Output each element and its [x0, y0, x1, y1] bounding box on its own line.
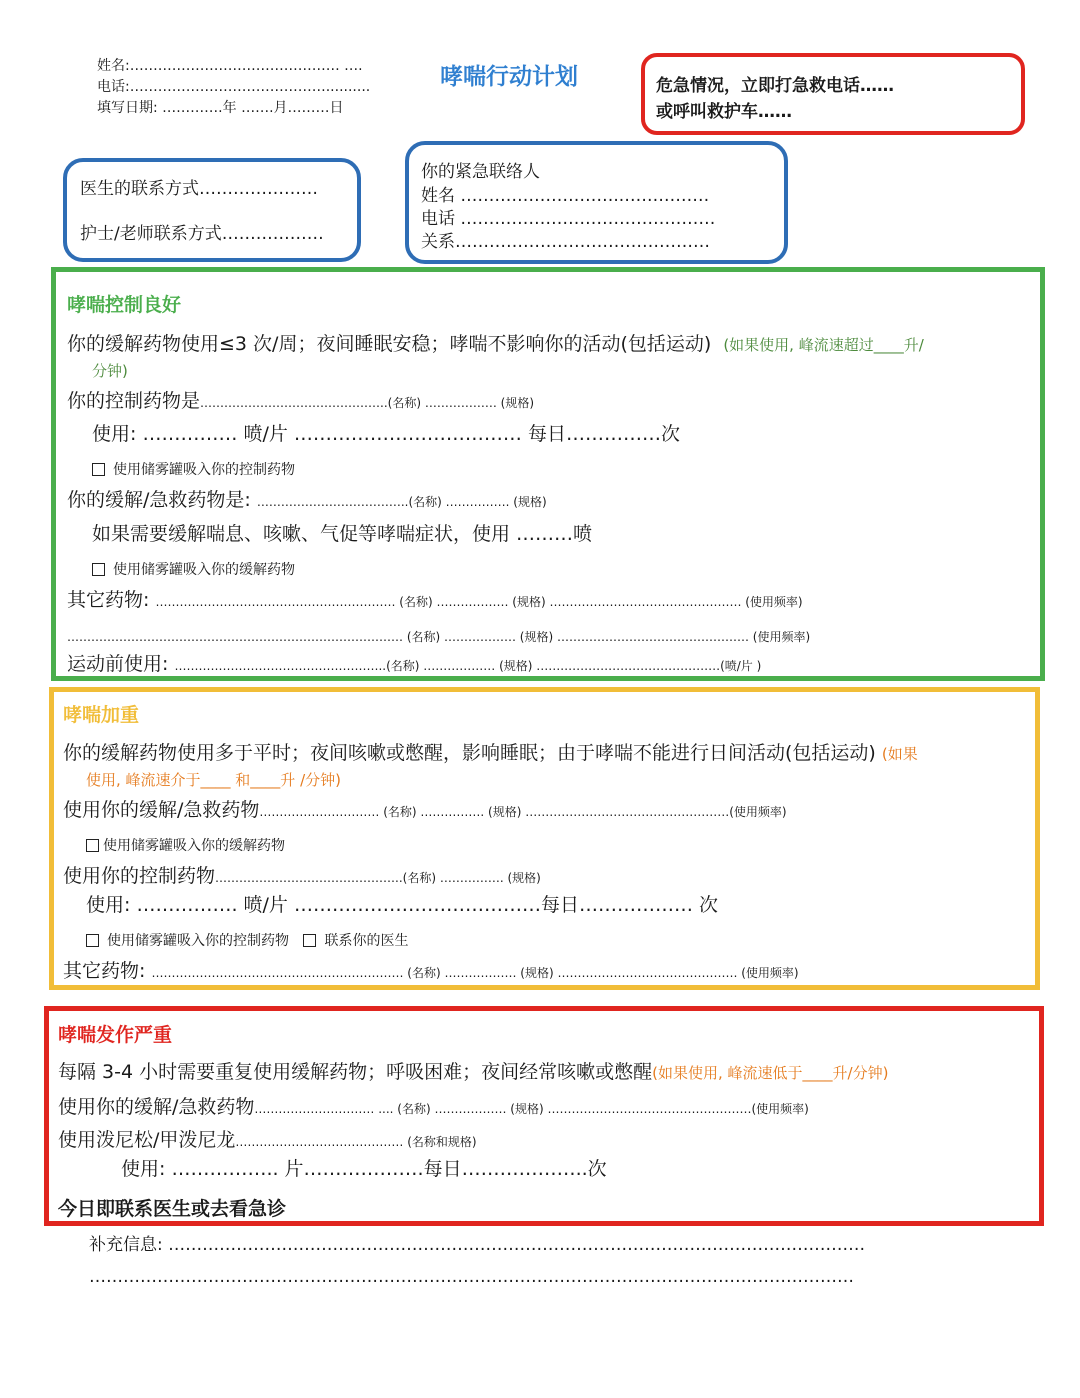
emergency-box [641, 53, 1025, 135]
yellow-peak-flow-note-2: 使用, 峰流速介于____ 和____升 /分钟) [86, 771, 341, 789]
red-peak-flow-note: (如果使用, 峰流速低于____升/分钟) [652, 1064, 889, 1082]
red-prednisone-row [58, 1127, 477, 1155]
emergency-line-1: 危急情况，立即打急救电话…… [656, 76, 894, 96]
yellow-peak-flow-note: (如果 [881, 745, 918, 763]
doctor-contact-field[interactable]: 医生的联系方式………………… [80, 179, 318, 199]
contact-relation-field[interactable]: 关系……………………………………… [421, 232, 710, 252]
yellow-spacer-controller-row [86, 932, 408, 950]
yellow-spacer-reliever[interactable] [86, 837, 285, 855]
contact-name-field[interactable]: 姓名 ………………………..…………… [421, 186, 710, 206]
yellow-use-field[interactable]: ……………. 喷/片 …………………………………每日……………… 次 [136, 894, 719, 916]
yellow-reliever-label: 使用你的缓解/急救药物 [63, 799, 260, 821]
green-other-field[interactable]: …………………………………………………… (名称) ……………… (规格) ………………………………………… (使用频率) [155, 595, 803, 609]
green-reliever-label: 你的缓解/急救药物是: [67, 489, 257, 511]
extra-info-field-2[interactable]: ……………………………………………………………………………………………………………………… [89, 1267, 854, 1287]
green-spacer-reliever-label: 使用储雾罐吸入你的缓解药物 [113, 562, 295, 578]
red-zone-title: 哮喘发作严重 [58, 1024, 173, 1046]
name-field[interactable]: 姓名:……………………………………… …. [97, 58, 363, 74]
yellow-spacer-reliever-label: 使用储雾罐吸入你的缓解药物 [103, 838, 285, 854]
extra-info-field[interactable]: 补充信息: …………………………………………………………………………………………………………… [89, 1235, 866, 1255]
checkbox-icon[interactable] [92, 463, 105, 476]
green-controller-row [67, 388, 534, 416]
green-spacer-reliever[interactable] [92, 561, 295, 579]
green-controller-field[interactable]: ………………………………………..(名称) ……………… (规格) [200, 396, 535, 410]
yellow-zone [49, 687, 1040, 990]
yellow-zone-title: 哮喘加重 [63, 704, 140, 726]
page-title: 哮喘行动计划 [440, 64, 578, 90]
red-use-field[interactable]: 使用: …………….. 片……………….每日………………..次 [121, 1158, 607, 1180]
green-desc-text: 你的缓解药物使用≤3 次/周；夜间睡眠安稳；哮喘不影响你的活动(包括运动) [67, 333, 712, 355]
yellow-other-label: 其它药物: [63, 960, 152, 982]
yellow-controller-row [63, 863, 541, 891]
red-zone-desc [58, 1059, 888, 1086]
date-field[interactable]: 填写日期: ………….年 …….月………日 [97, 100, 344, 116]
yellow-controller-field[interactable]: ………………………………………..(名称) ……………. (规格) [215, 871, 541, 885]
yellow-controller-label: 使用你的控制药物 [63, 865, 216, 887]
checkbox-icon[interactable] [86, 839, 99, 852]
green-spacer-controller-label: 使用储雾罐吸入你的控制药物 [113, 462, 295, 478]
checkbox-icon[interactable] [303, 934, 316, 947]
green-other-field-2[interactable]: ………………………………………………………………………… (名称) ……………… (规格) ………………………………………… (使用频率) [67, 630, 811, 644]
yellow-desc-text: 你的缓解药物使用多于平时；夜间咳嗽或憋醒，影响睡眠；由于哮喘不能进行日间活动(包括运动) [63, 742, 876, 764]
emergency-contact-box [405, 141, 788, 264]
green-pre-exercise-row [67, 651, 761, 679]
red-reliever-field[interactable]: ………………………… .... (名称) ……………… (规格) ……………………………………………(使用频率) [254, 1102, 809, 1116]
green-use-row [92, 421, 680, 447]
contact-title: 你的紧急联络人 [421, 162, 540, 182]
yellow-other-row [63, 958, 799, 986]
red-urgent-text: 今日即联系医生或去看急诊 [58, 1198, 287, 1220]
checkbox-icon[interactable] [86, 934, 99, 947]
yellow-other-field[interactable]: ……………………………………………………… (名称) ……………… (规格) ……………………………………… (使用频率) [151, 966, 799, 980]
red-zone [44, 1006, 1044, 1226]
red-desc-text: 每隔 3-4 小时需要重复使用缓解药物；呼吸困难；夜间经常咳嗽或憋醒 [58, 1061, 653, 1083]
checkbox-icon[interactable] [92, 563, 105, 576]
red-reliever-label: 使用你的缓解/急救药物 [58, 1096, 255, 1118]
green-zone-desc [67, 331, 924, 358]
yellow-contact-doctor-label: 联系你的医生 [324, 933, 409, 949]
green-zone [51, 267, 1045, 681]
yellow-reliever-field[interactable]: ………………………… (名称) ……………. (规格) ……………………………………………(使用频率) [259, 805, 787, 819]
green-controller-label: 你的控制药物是 [67, 390, 201, 412]
green-spacer-controller[interactable] [92, 461, 295, 479]
green-zone-title: 哮喘控制良好 [67, 294, 182, 316]
green-pre-exercise-label: 运动前使用: [67, 653, 175, 675]
green-use-field[interactable]: …………… 喷/片 ……………………………… 每日……………次 [142, 423, 680, 445]
green-use-label: 使用: [92, 423, 143, 445]
doctor-contact-box [63, 158, 361, 262]
red-prednisone-field[interactable]: …………………………………… (名称和规格) [235, 1135, 477, 1149]
emergency-line-2: 或呼叫救护车…… [656, 102, 792, 122]
green-other-row [67, 587, 803, 615]
green-reliever-row [67, 487, 547, 515]
red-reliever-row [58, 1094, 809, 1122]
green-peak-flow-note: (如果使用, 峰流速超过____升/ [723, 336, 924, 354]
contact-phone-field[interactable]: 电话 ……………………………………… [421, 209, 716, 229]
green-reliever-field[interactable]: ………………………………..(名称) ……………. (规格) [256, 495, 547, 509]
phone-field[interactable]: 电话:…………………………………….......... [97, 79, 371, 95]
green-if-need: 如果需要缓解喘息、咳嗽、气促等哮喘症状，使用 ………喷 [92, 523, 593, 545]
green-pre-exercise-field[interactable]: ……………………………………………..(名称) ……………… (规格) …….…………………………………(喷/片 ) [174, 659, 762, 673]
green-peak-flow-note-2: 分钟) [92, 362, 128, 380]
red-prednisone-label: 使用泼尼松/甲泼尼龙 [58, 1129, 236, 1151]
green-other-label: 其它药物: [67, 589, 156, 611]
nurse-contact-field[interactable]: 护士/老师联系方式……………… [80, 224, 324, 244]
yellow-spacer-controller-label: 使用储雾罐吸入你的控制药物 [107, 933, 289, 949]
yellow-zone-desc [63, 740, 918, 767]
yellow-reliever-row [63, 797, 787, 825]
yellow-use-row [86, 892, 718, 918]
yellow-use-label: 使用: [86, 894, 137, 916]
